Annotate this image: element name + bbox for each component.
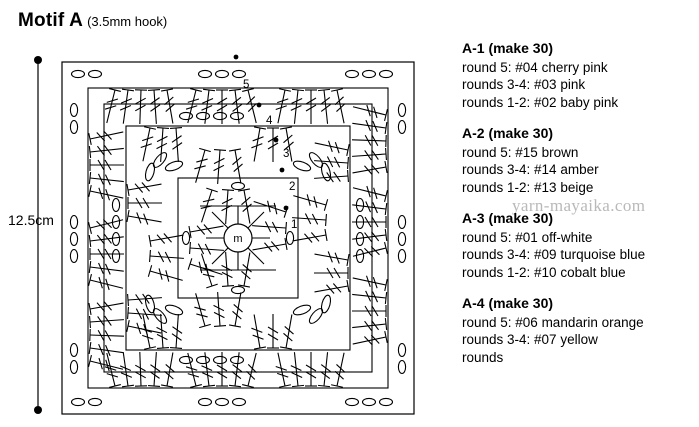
round-label-5: 5 [243, 79, 250, 91]
title-main-text: Motif A [18, 10, 84, 31]
legend-line: rounds 3-4: #03 pink [462, 77, 586, 92]
legend-group-a4 [462, 295, 694, 366]
round-5-top-chains [72, 70, 393, 77]
legend-heading: A-1 (make 30) [462, 40, 554, 56]
magic-ring-label: m [233, 233, 243, 245]
round-5-left-chains [70, 104, 77, 374]
legend-group-a1 [462, 40, 694, 111]
round-label-3: 3 [283, 148, 290, 160]
watermark-text: yarn-mayaika.com [512, 196, 646, 215]
round-1-magic-ring [200, 206, 276, 270]
title-sub-text: (3.5mm hook) [87, 14, 168, 29]
legend-line: rounds 1-2: #10 cobalt blue [462, 264, 626, 280]
legend-heading: A-3 (make 30) [462, 210, 554, 226]
legend-line: round 5: #15 brown [462, 144, 579, 160]
legend-line: rounds 3-4: #09 turquoise blue [462, 247, 646, 262]
round-label-2: 2 [289, 181, 296, 193]
legend-heading: A-2 (make 30) [462, 125, 554, 141]
legend-heading: A-4 (make 30) [462, 295, 554, 311]
round-number-markers [234, 55, 298, 231]
legend-line: rounds 3-4: #14 amber [462, 162, 599, 177]
round-5-right-chains [398, 104, 405, 374]
legend [462, 40, 694, 380]
legend-line: round 5: #06 mandarin orange [462, 314, 644, 330]
measurement-label: 12.5cm [8, 212, 54, 228]
legend-group-a2 [462, 125, 694, 196]
round-label-1: 1 [291, 219, 298, 231]
round-5-left-stitches [89, 126, 125, 375]
legend-group-a3 [462, 210, 694, 281]
legend-line: rounds 3-4: #07 yellow [462, 332, 598, 347]
legend-line: round 5: #01 off-white [462, 229, 593, 245]
legend-line: rounds 1-2: #13 beige [462, 179, 594, 195]
measurement-arrow [34, 56, 42, 414]
round-5-bottom-stitches [101, 351, 350, 387]
legend-line: round 5: #04 cherry pink [462, 59, 608, 75]
round-5-bottom-chains [72, 398, 393, 405]
round-label-4: 4 [266, 115, 273, 127]
round-5-top-stitches [101, 89, 350, 125]
legend-line: rounds [462, 349, 504, 365]
legend-line: rounds 1-2: #02 baby pink [462, 94, 619, 110]
